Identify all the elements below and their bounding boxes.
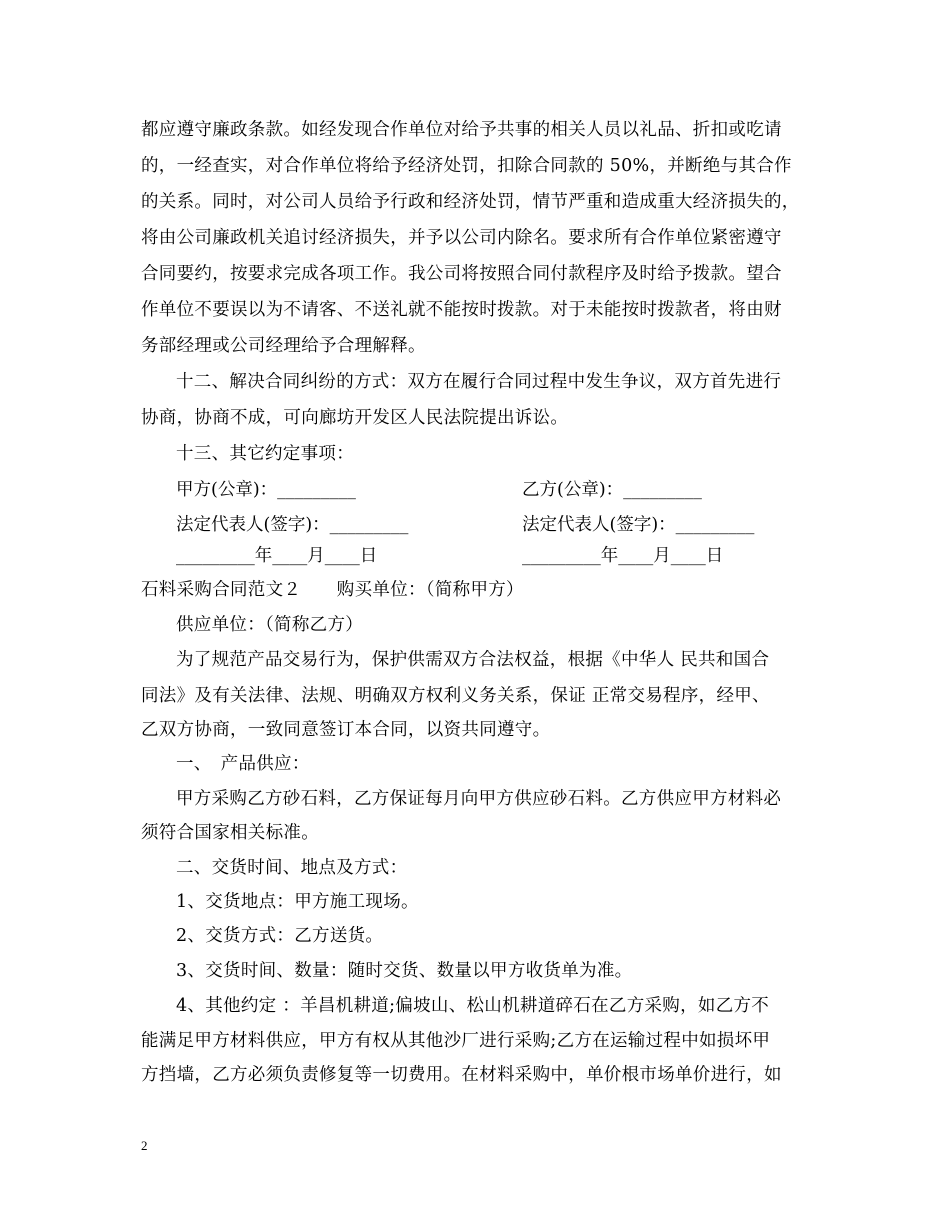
body-line: 合同要约，按要求完成各项工作。我公司将按照合同付款程序及时给予拨款。望合 xyxy=(141,264,782,284)
party-a-date: _________年____月____日 xyxy=(176,546,378,566)
body-line: 为了规范产品交易行为，保护供需双方合法权益，根据《中华人 民共和国合 xyxy=(176,650,770,670)
party-b-date: _________年____月____日 xyxy=(522,546,724,566)
section-two-heading: 二、交货时间、地点及方式： xyxy=(176,858,408,878)
body-line: 协商，协商不成，可向廊坊开发区人民法院提出诉讼。 xyxy=(141,408,569,428)
body-line: 须符合国家相关标准。 xyxy=(141,823,319,843)
page-number: 2 xyxy=(141,1138,148,1153)
section-one-heading: 一、 产品供应： xyxy=(176,754,310,774)
supplier-line: 供应单位：（简称乙方） xyxy=(176,615,364,635)
body-line: 乙双方协商，一致同意签订本合同，以资共同遵守。 xyxy=(141,720,551,740)
body-line: 都应遵守廉政条款。如经发现合作单位对给予共事的相关人员以礼品、折扣或吃请 xyxy=(141,120,782,140)
list-item: 2、交货方式：乙方送货。 xyxy=(176,926,384,946)
list-item: 3、交货时间、数量：随时交货、数量以甲方收货单为准。 xyxy=(176,961,633,981)
body-line: 的关系。同时，对公司人员给予行政和经济处罚，情节严重和造成重大经济损失的， xyxy=(141,192,800,212)
party-a-representative: 法定代表人(签字)：_________ xyxy=(176,515,409,535)
body-line: 甲方采购乙方砂石料，乙方保证每月向甲方供应砂石料。乙方供应甲方材料必 xyxy=(176,789,782,809)
party-b-seal: 乙方(公章)：_________ xyxy=(522,480,702,500)
list-item: 1、交货地点：甲方施工现场。 xyxy=(176,892,419,912)
clause-twelve-heading: 十二、解决合同纠纷的方式：双方在履行合同过程中发生争议，双方首先进行 xyxy=(176,372,782,392)
list-item: 4、其他约定 ：羊昌机耕道;偏坡山、松山机耕道碎石在乙方采购，如乙方不 xyxy=(176,996,770,1016)
body-line: 方挡墙，乙方必须负责修复等一切费用。在材料采购中，单价根市场单价进行，如 xyxy=(141,1065,782,1085)
body-line: 作单位不要误以为不请客、不送礼就不能按时拨款。对于未能按时拨款者，将由财 xyxy=(141,300,782,320)
clause-thirteen-heading: 十三、其它约定事项： xyxy=(176,444,354,464)
body-line: 务部经理或公司经理给予合理解释。 xyxy=(141,336,426,356)
party-b-representative: 法定代表人(签字)：_________ xyxy=(522,515,755,535)
contract-title-line: 石料采购合同范文２ 购买单位：（简称甲方） xyxy=(141,580,524,600)
party-a-seal: 甲方(公章)：_________ xyxy=(176,480,356,500)
body-line: 将由公司廉政机关追讨经济损失，并予以公司内除名。要求所有合作单位紧密遵守 xyxy=(141,228,782,248)
body-line: 能满足甲方材料供应，甲方有权从其他沙厂进行采购;乙方在运输过程中如损坏甲 xyxy=(141,1031,771,1051)
body-line: 同法》及有关法律、法规、明确双方权利义务关系，保证 正常交易程序，经甲、 xyxy=(141,686,770,706)
body-line: 的，一经查实，对合作单位将给予经济处罚，扣除合同款的 50%，并断绝与其合作 xyxy=(141,156,792,176)
